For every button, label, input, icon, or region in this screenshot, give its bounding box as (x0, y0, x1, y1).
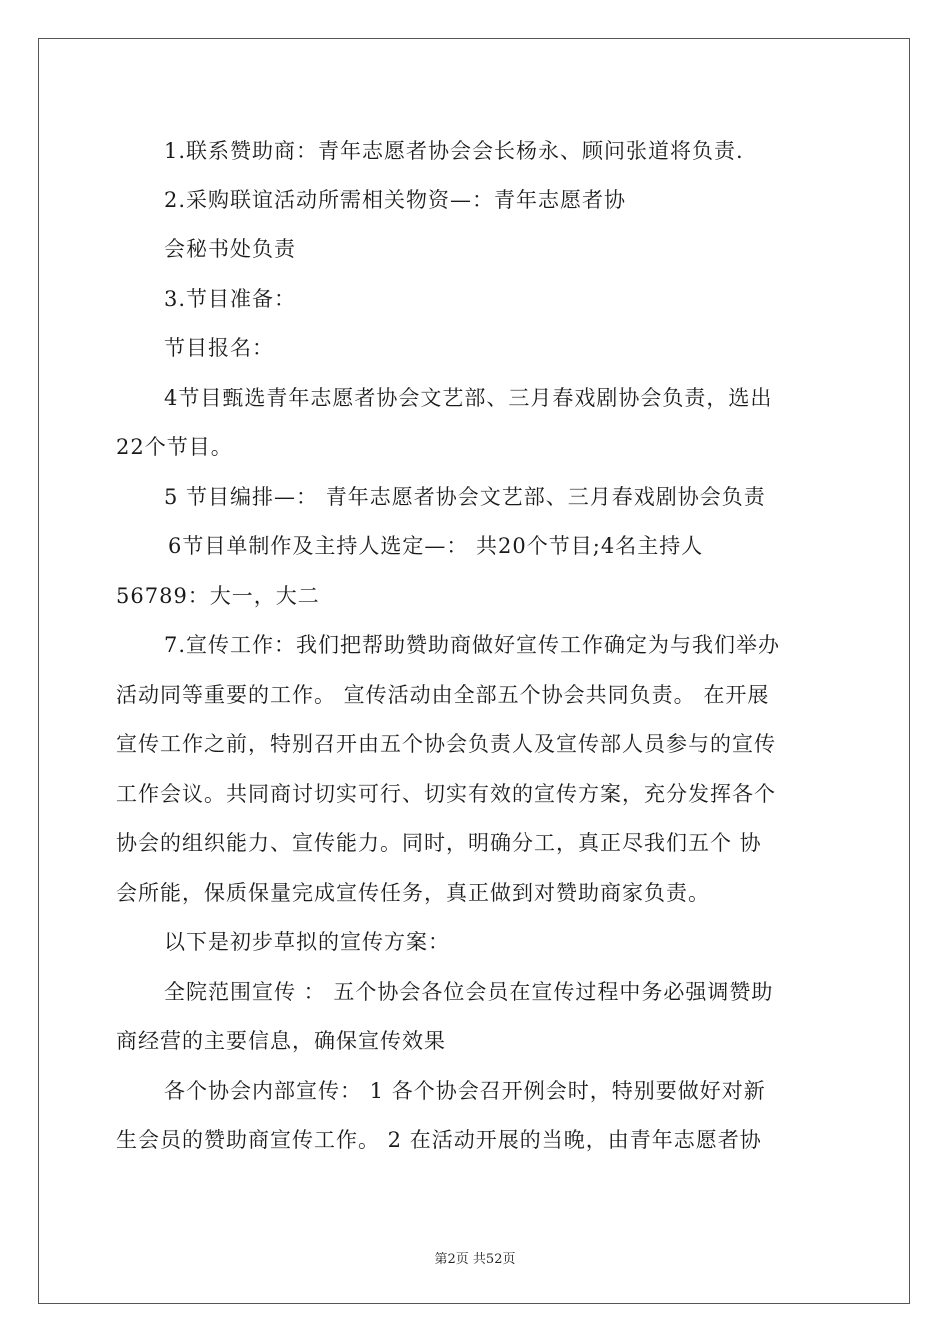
text-line: 5 节目编排—： 青年志愿者协会文艺部、三月春戏剧协会负责 (164, 485, 766, 509)
text-line: 会所能，保质保量完成宣传任务，真正做到对赞助商家负责。 (116, 881, 710, 905)
text-line: 工作会议。共同商讨切实可行、切实有效的宣传方案，充分发挥各个 (116, 782, 776, 806)
text-line: 会秘书处负责 (164, 237, 296, 261)
text-line: 活动同等重要的工作。 宣传活动由全部五个协会共同负责。 在开展 (116, 683, 770, 707)
text-line: 6节目单制作及主持人选定—： 共20个节目;4名主持人 (168, 534, 704, 558)
text-line: 22个节目。 (116, 435, 233, 459)
text-line: 节目报名： (164, 336, 274, 360)
text-line: 全院范围宣传 ： 五个协会各位会员在宣传过程中务必强调赞助 (164, 980, 774, 1004)
text-line: 4节目甄选青年志愿者协会文艺部、三月春戏剧协会负责，选出 (164, 386, 773, 410)
page-border (38, 38, 910, 1304)
text-line: 协会的组织能力、宣传能力。同时，明确分工，真正尽我们五个 协 (116, 831, 762, 855)
text-line: 以下是初步草拟的宣传方案： (164, 930, 450, 954)
text-line: 3.节目准备： (164, 287, 297, 311)
text-line: 各个协会内部宣传： 1 各个协会召开例会时，特别要做好对新 (164, 1079, 766, 1103)
text-line: 56789：大一，大二 (116, 584, 320, 608)
text-line: 宣传工作之前，特别召开由五个协会负责人及宣传部人员参与的宣传 (116, 732, 776, 756)
text-line: 1.联系赞助商：青年志愿者协会会长杨永、顾问张道将负责. (164, 139, 744, 163)
text-line: 7.宣传工作：我们把帮助赞助商做好宣传工作确定为与我们举办 (164, 633, 781, 657)
text-line: 生会员的赞助商宣传工作。 2 在活动开展的当晚，由青年志愿者协 (116, 1128, 762, 1152)
text-line: 2.采购联谊活动所需相关物资—：青年志愿者协 (164, 188, 627, 212)
text-line: 商经营的主要信息，确保宣传效果 (116, 1029, 446, 1053)
page-number-footer: 第2页 共52页 (434, 1252, 516, 1267)
